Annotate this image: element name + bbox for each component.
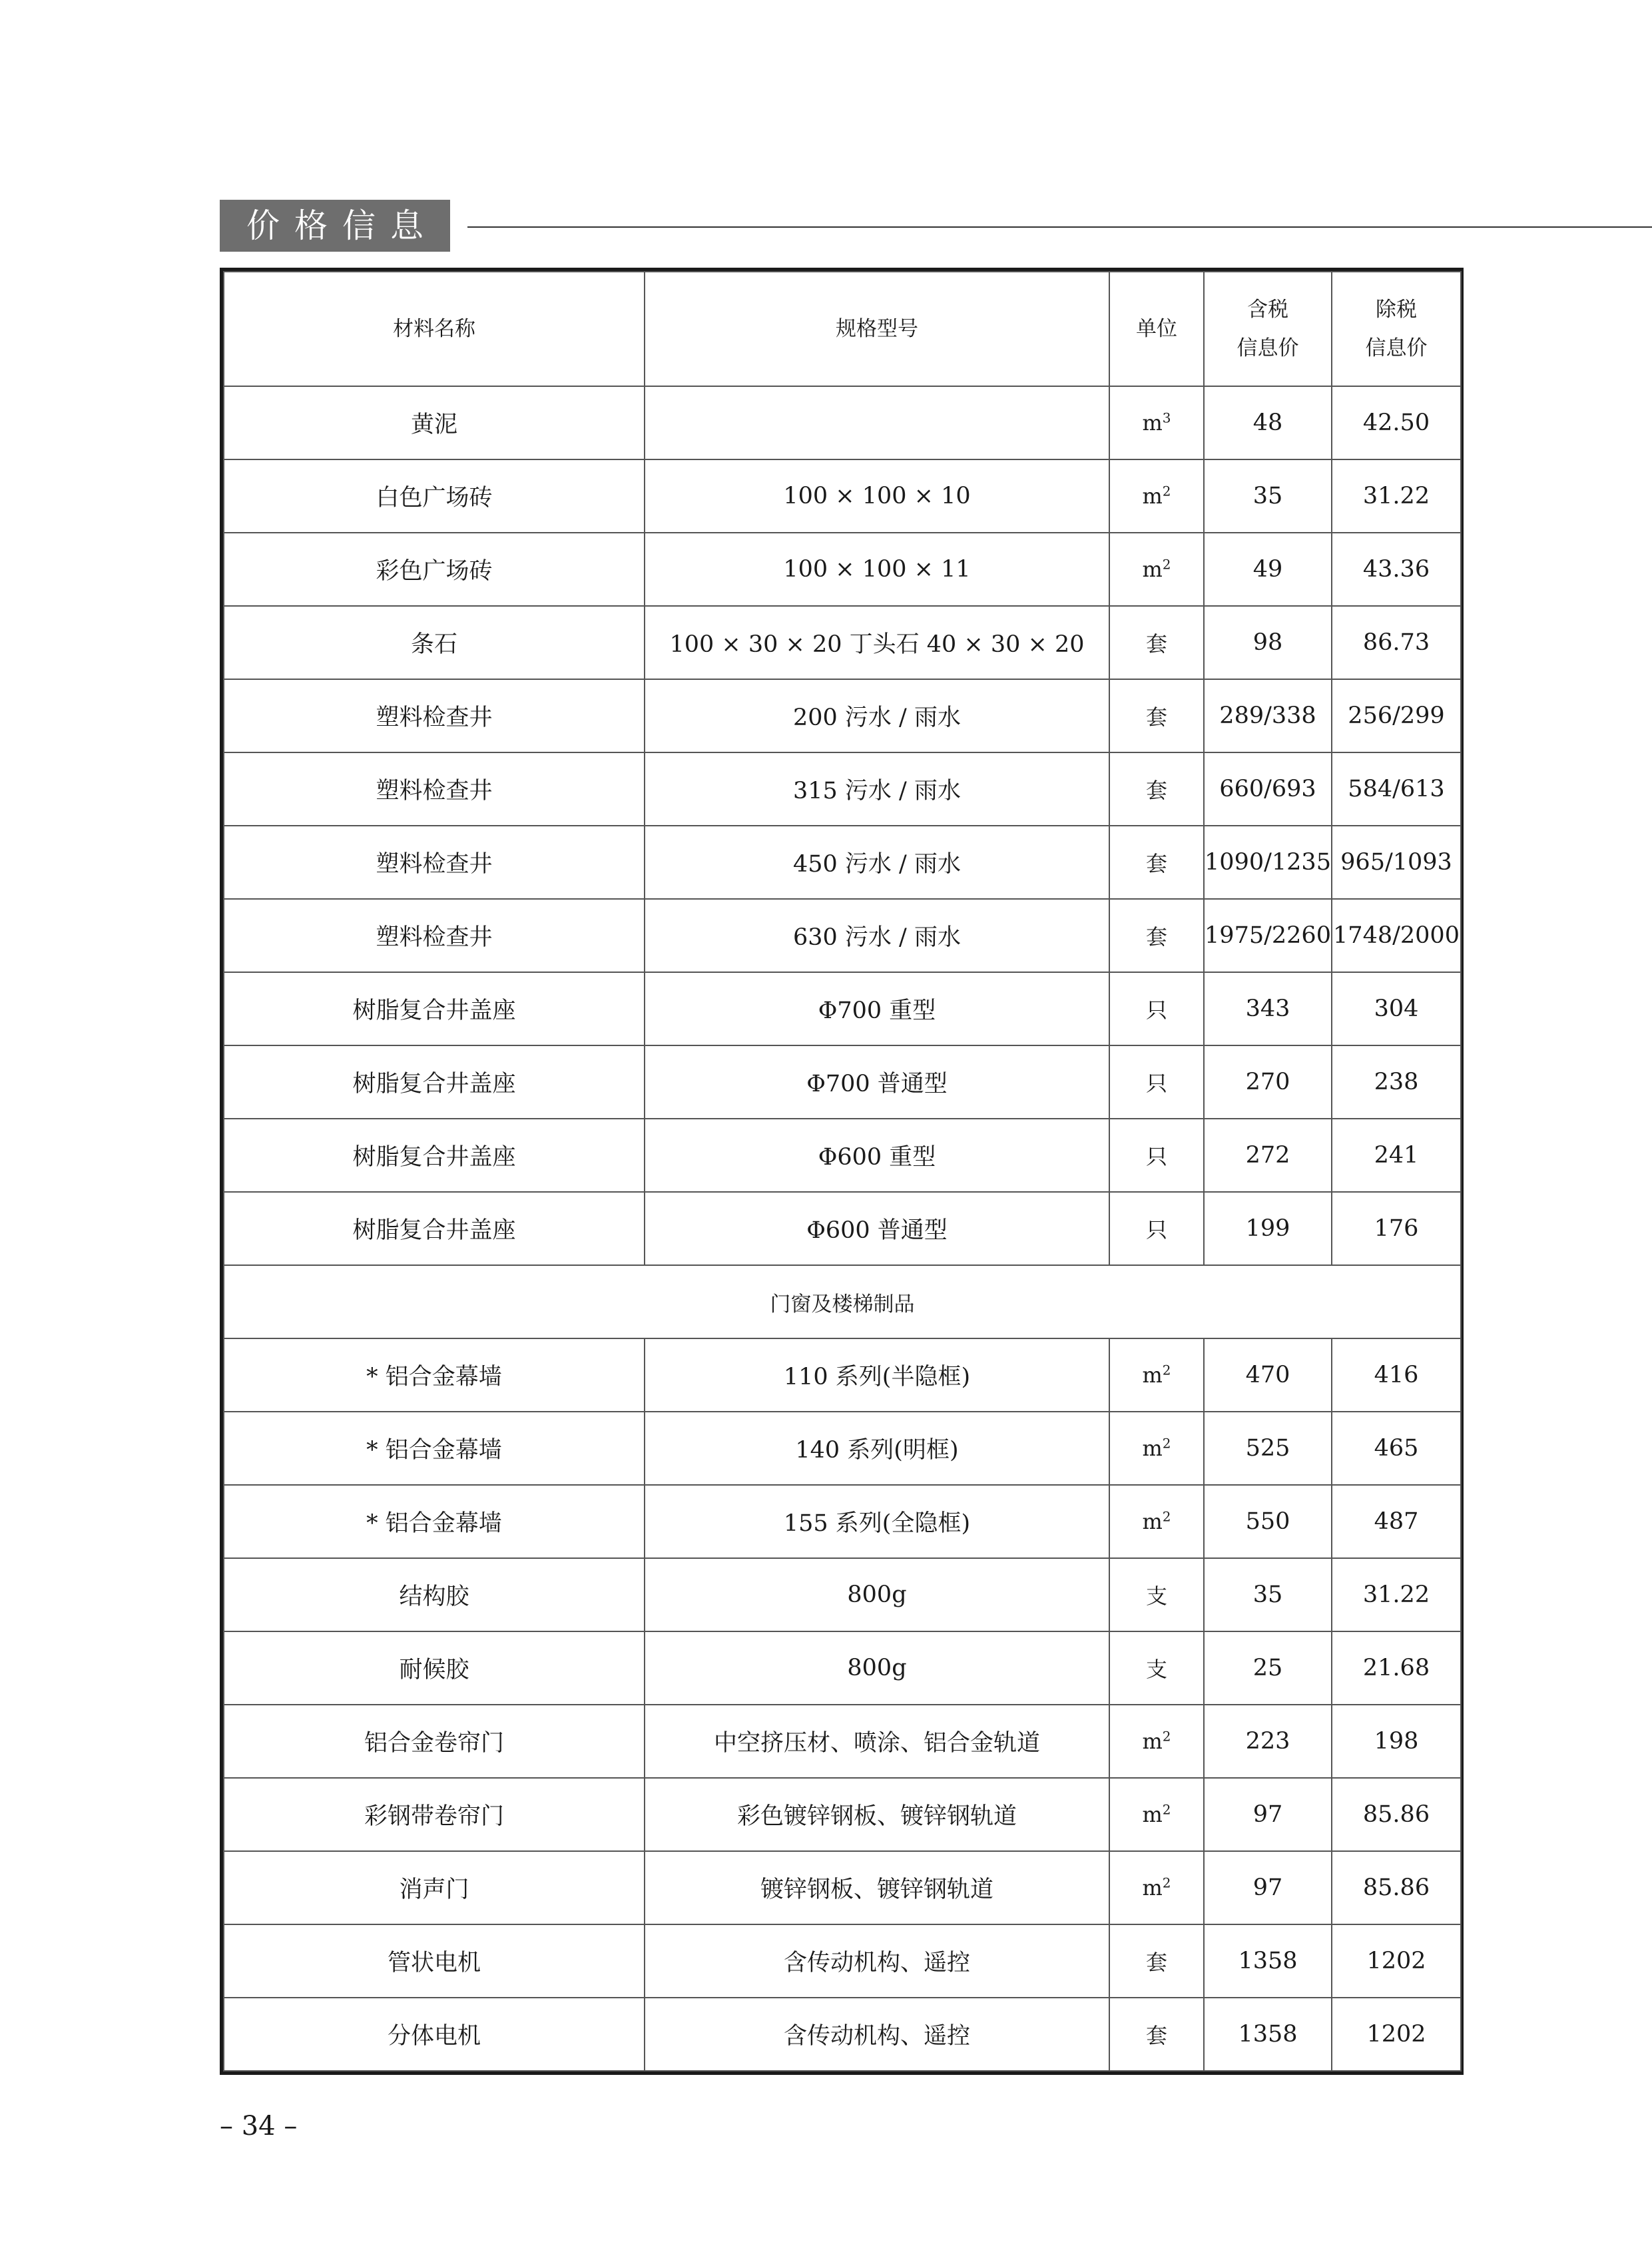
cell-price-tax: 660/693 [1204,752,1332,826]
col-header-price-tax-line1: 含税 [1247,298,1288,322]
unit-text: 套 [1145,924,1167,950]
unit-text: 套 [1145,851,1167,876]
table-row [224,1778,1461,1851]
cell-price-notax: 43.36 [1332,533,1461,606]
table-header-row [224,272,1461,386]
cell-name: * 铝合金幕墙 [224,1485,645,1558]
cell-price-notax: 304 [1332,972,1461,1045]
cell-name: 白色广场砖 [224,459,645,533]
price-table [223,271,1462,2072]
cell-name: 耐候胶 [224,1631,645,1705]
cell-price-notax: 584/613 [1332,752,1461,826]
unit-text: 只 [1145,997,1167,1023]
cell-price-notax: 85.86 [1332,1778,1461,1851]
table-row [224,1119,1461,1192]
cell-spec: Φ600 普通型 [645,1192,1109,1265]
table-row [224,1924,1461,1998]
cell-unit [1109,1045,1204,1119]
cell-spec: 彩色镀锌钢板、镀锌钢轨道 [645,1778,1109,1851]
unit-superscript: 2 [1162,1801,1171,1818]
col-header-price-notax-line2: 信息价 [1365,336,1428,360]
cell-price-tax: 1358 [1204,1998,1332,2071]
cell-price-tax: 270 [1204,1045,1332,1119]
unit-text: 只 [1145,1071,1167,1096]
cell-name: 彩色广场砖 [224,533,645,606]
cell-price-tax: 35 [1204,1558,1332,1631]
unit-superscript: 2 [1162,1362,1171,1378]
unit-text: m [1142,557,1163,582]
table-row [224,386,1461,459]
cell-spec [645,386,1109,459]
section-title: 价格信息 [220,200,450,252]
cell-price-notax: 1202 [1332,1998,1461,2071]
cell-spec: 450 污水 / 雨水 [645,826,1109,899]
table-row [224,1338,1461,1412]
cell-unit [1109,679,1204,752]
table-row [224,752,1461,826]
cell-price-notax: 86.73 [1332,606,1461,679]
cell-spec: Φ600 重型 [645,1119,1109,1192]
cell-unit [1109,1558,1204,1631]
cell-price-notax: 965/1093 [1332,826,1461,899]
unit-text: m [1142,1802,1163,1827]
unit-text: 支 [1145,1657,1167,1682]
cell-unit [1109,1192,1204,1265]
cell-spec: 315 污水 / 雨水 [645,752,1109,826]
col-header-unit: 单位 [1109,272,1204,386]
cell-spec: 含传动机构、遥控 [645,1924,1109,1998]
header-rule [467,226,1652,228]
cell-spec: 800g [645,1558,1109,1631]
cell-spec: 100 × 100 × 11 [645,533,1109,606]
cell-name: 塑料检查井 [224,899,645,972]
unit-superscript: 2 [1162,1435,1171,1452]
unit-text: m [1142,1875,1163,1900]
cell-spec: 含传动机构、遥控 [645,1998,1109,2071]
section-title-doors-windows: 门窗及楼梯制品 [224,1265,1461,1338]
cell-unit [1109,1119,1204,1192]
col-header-price-notax-line1: 除税 [1376,298,1417,322]
unit-text: 支 [1145,1583,1167,1609]
cell-price-tax: 97 [1204,1778,1332,1851]
cell-spec: 100 × 30 × 20 丁头石 40 × 30 × 20 [645,606,1109,679]
cell-name: 彩钢带卷帘门 [224,1778,645,1851]
col-header-price-tax [1204,272,1332,386]
unit-text: 套 [1145,2023,1167,2048]
cell-spec: 100 × 100 × 10 [645,459,1109,533]
table-row [224,1705,1461,1778]
unit-text: m [1142,1729,1163,1754]
cell-unit [1109,752,1204,826]
cell-name: 塑料检查井 [224,752,645,826]
cell-price-tax: 199 [1204,1192,1332,1265]
cell-unit [1109,1778,1204,1851]
cell-price-notax: 31.22 [1332,459,1461,533]
cell-price-tax: 98 [1204,606,1332,679]
cell-price-notax: 42.50 [1332,386,1461,459]
cell-price-tax: 525 [1204,1412,1332,1485]
cell-spec: 镀锌钢板、镀锌钢轨道 [645,1851,1109,1924]
cell-price-notax: 21.68 [1332,1631,1461,1705]
table-section [224,1265,1461,1338]
table-row [224,899,1461,972]
table-row [224,679,1461,752]
cell-unit [1109,1485,1204,1558]
cell-price-tax: 1975/2260 [1204,899,1332,972]
cell-price-notax: 1748/2000 [1332,899,1461,972]
table-row [224,826,1461,899]
cell-price-notax: 465 [1332,1412,1461,1485]
cell-spec: 800g [645,1631,1109,1705]
cell-price-tax: 1090/1235 [1204,826,1332,899]
cell-unit [1109,1631,1204,1705]
unit-text: 套 [1145,705,1167,730]
unit-text: m [1142,410,1163,435]
cell-name: 铝合金卷帘门 [224,1705,645,1778]
cell-price-notax: 256/299 [1332,679,1461,752]
cell-price-notax: 238 [1332,1045,1461,1119]
cell-price-tax: 1358 [1204,1924,1332,1998]
cell-name: 条石 [224,606,645,679]
cell-name: 树脂复合井盖座 [224,1119,645,1192]
cell-price-tax: 25 [1204,1631,1332,1705]
table-row [224,1558,1461,1631]
unit-superscript: 2 [1162,1874,1171,1891]
unit-superscript: 2 [1162,483,1171,499]
table-row [224,972,1461,1045]
table-row [224,459,1461,533]
cell-price-tax: 343 [1204,972,1332,1045]
cell-price-tax: 35 [1204,459,1332,533]
cell-price-notax: 487 [1332,1485,1461,1558]
cell-price-notax: 198 [1332,1705,1461,1778]
cell-name: 结构胶 [224,1558,645,1631]
unit-superscript: 2 [1162,1728,1171,1745]
cell-price-notax: 176 [1332,1192,1461,1265]
cell-spec: Φ700 普通型 [645,1045,1109,1119]
cell-name: 树脂复合井盖座 [224,972,645,1045]
unit-text: 只 [1145,1217,1167,1243]
table-row [224,1045,1461,1119]
unit-text: 套 [1145,631,1167,657]
cell-name: 分体电机 [224,1998,645,2071]
cell-name: 消声门 [224,1851,645,1924]
cell-unit [1109,1851,1204,1924]
unit-text: 套 [1145,1950,1167,1975]
cell-name: 管状电机 [224,1924,645,1998]
table-row [224,1851,1461,1924]
col-header-name: 材料名称 [224,272,645,386]
cell-spec: 140 系列(明框) [645,1412,1109,1485]
cell-price-notax: 416 [1332,1338,1461,1412]
unit-text: m [1142,1436,1163,1461]
table-body-materials [224,386,1461,1265]
cell-name: * 铝合金幕墙 [224,1412,645,1485]
cell-unit [1109,826,1204,899]
col-header-spec: 规格型号 [645,272,1109,386]
cell-name: 黄泥 [224,386,645,459]
cell-unit [1109,386,1204,459]
cell-price-tax: 550 [1204,1485,1332,1558]
table-body-doors-windows [224,1338,1461,2071]
unit-text: m [1142,1509,1163,1534]
cell-unit [1109,1924,1204,1998]
cell-unit [1109,1412,1204,1485]
table-row [224,1485,1461,1558]
cell-name: 塑料检查井 [224,826,645,899]
price-table-container [220,268,1464,2075]
cell-spec: 110 系列(半隐框) [645,1338,1109,1412]
unit-superscript: 2 [1162,1508,1171,1525]
cell-price-tax: 49 [1204,533,1332,606]
table-row [224,606,1461,679]
unit-text: m [1142,1362,1163,1388]
cell-spec: 200 污水 / 雨水 [645,679,1109,752]
section-header [220,200,1472,252]
page-number: – 34 – [220,2111,298,2141]
cell-price-tax: 289/338 [1204,679,1332,752]
cell-price-notax: 85.86 [1332,1851,1461,1924]
cell-price-notax: 31.22 [1332,1558,1461,1631]
cell-name: 树脂复合井盖座 [224,1045,645,1119]
unit-text: m [1142,483,1163,509]
cell-spec: Φ700 重型 [645,972,1109,1045]
cell-price-tax: 223 [1204,1705,1332,1778]
cell-price-tax: 470 [1204,1338,1332,1412]
table-row [224,1631,1461,1705]
section-row [224,1265,1461,1338]
cell-price-notax: 241 [1332,1119,1461,1192]
cell-unit [1109,459,1204,533]
cell-price-tax: 48 [1204,386,1332,459]
cell-price-tax: 272 [1204,1119,1332,1192]
unit-superscript: 2 [1162,556,1171,573]
cell-price-tax: 97 [1204,1851,1332,1924]
table-row [224,1412,1461,1485]
table-row [224,1192,1461,1265]
cell-name: 树脂复合井盖座 [224,1192,645,1265]
table-row [224,1998,1461,2071]
table-row [224,533,1461,606]
cell-name: * 铝合金幕墙 [224,1338,645,1412]
cell-unit [1109,972,1204,1045]
cell-unit [1109,606,1204,679]
cell-unit [1109,1338,1204,1412]
cell-unit [1109,899,1204,972]
cell-spec: 630 污水 / 雨水 [645,899,1109,972]
unit-superscript: 3 [1162,410,1171,426]
unit-text: 套 [1145,778,1167,803]
cell-unit [1109,1705,1204,1778]
col-header-price-notax [1332,272,1461,386]
cell-unit [1109,533,1204,606]
cell-unit [1109,1998,1204,2071]
cell-price-notax: 1202 [1332,1924,1461,1998]
cell-spec: 中空挤压材、喷涂、铝合金轨道 [645,1705,1109,1778]
col-header-price-tax-line2: 信息价 [1237,336,1299,360]
unit-text: 只 [1145,1144,1167,1169]
cell-spec: 155 系列(全隐框) [645,1485,1109,1558]
cell-name: 塑料检查井 [224,679,645,752]
